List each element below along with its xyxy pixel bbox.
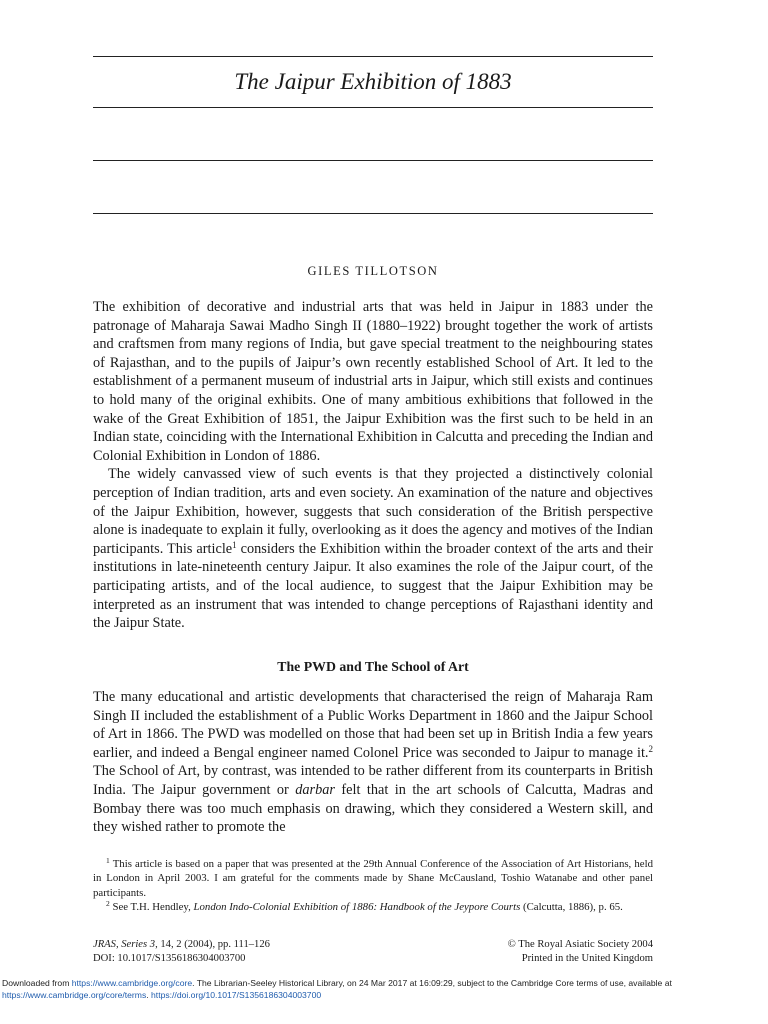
doi-link[interactable]: https://doi.org/10.1017/S1356186304003700 (151, 990, 322, 1000)
header-rule-top (93, 56, 653, 57)
paragraph-3-text-c: felt that in the art schools of Calcutta, Madras and Bombay there was too much emphasis on drawing, which they considered a Western skill, and they wished rather to promote the (93, 781, 653, 836)
doi-line: DOI: 10.1017/S1356186304003700 (93, 952, 246, 964)
paragraph-3 (93, 688, 653, 837)
download-sep: . (146, 990, 152, 1000)
journal-volume: , 14, 2 (2004), pp. 111–126 (155, 939, 270, 950)
section-heading: The PWD and The School of Art (277, 659, 469, 674)
paragraph-3-text-a: The many educational and artistic developments that characterised the reign of Maharaja Ram Singh II included the establishment of a Public Works Department in 1860 and the Jaipur School of Art in 1866. The PWD was modelled on those that had been set up in British India a few years earlier, and indeed a Bengal engineer named Colonel Price was seconded to Jaipur to manage it. (93, 689, 653, 761)
cambridge-core-link[interactable]: https://www.cambridge.org/core (71, 978, 193, 988)
author-name: GILES TILLOTSON (307, 264, 439, 278)
footnote-2-text-a: See T.H. Hendley, (109, 901, 194, 914)
paragraph-2-text-b: considers the Exhibition within the broader context of the arts and their institutions in late-nineteenth century Jaipur. It also examines the role of the Jaipur court, of the participating artists, and of the local audience, to suggest that the Jaipur Exhibition may be interpreted as an instrument that was intended to change perceptions of Rajasthani identity and the Jaipur State. (93, 540, 653, 632)
journal-name: JRAS, Series 3 (93, 939, 156, 950)
footnote-2-italic: London Indo-Colonial Exhibition of 1886: Handbook of the Jeypore Courts (193, 901, 521, 914)
footnote-2-text-b: (Calcutta, 1886), p. 65. (520, 901, 623, 914)
header-rule-2 (93, 107, 653, 108)
header-rule-4 (93, 213, 653, 214)
download-notice (0, 977, 742, 1001)
footnote-2 (93, 900, 653, 914)
footnote-ref-1[interactable]: 1 (232, 539, 237, 550)
paragraph-1: The exhibition of decorative and industrial arts that was held in Jaipur in 1883 under the patronage of Maharaja Sawai Madho Singh II (1880–1922) brought together the work of artists and craftsmen from many regions of India, but gave special treatment to the neighbouring states of Rajasthan, and to the pupils of Jaipur’s own recently established School of Art. It led to the establishment of a permanent museum of industrial arts in Jaipur, which still exists and continues to hold many of the original exhibits. One of many ambitious exhibitions that followed in the wake of the Great Exhibition of 1851, the Jaipur Exhibition was the first such to be held in an Indian state, coinciding with the International Exhibition in Calcutta and preceding the Indian and Colonial Exhibition in London of 1886. (93, 299, 653, 464)
section-text (93, 688, 653, 837)
copyright-meta (508, 938, 653, 965)
journal-citation (93, 938, 270, 952)
footnotes (93, 857, 653, 915)
footnote-1 (93, 857, 653, 900)
paragraph-2-text-a: The widely canvassed view of such events is that they projected a distinctively colonial perception of Indian tradition, arts and even society. An examination of the nature and objectives of the Jaipur Exhibition, however, suggests that such consideration of the British perspective alone is inadequate to explain it fully, overlooking as it does the agency and motives of the Indian participants. This article (93, 466, 653, 557)
download-middle: . The Librarian-Seeley Historical Library, on 24 Mar 2017 at 16:09:29, subject to the Cambridge Core terms of use, available at (192, 978, 672, 988)
footnote-2-mark: 2 (106, 899, 110, 909)
paragraph-2 (93, 465, 653, 632)
copyright-line: © The Royal Asiatic Society 2004 (507, 939, 653, 950)
article-title: The Jaipur Exhibition of 1883 (234, 69, 512, 94)
paragraph-3-text-b: The School of Art, by contrast, was intended to be rather different from its counterparts in British India. The Jaipur government or (93, 763, 653, 798)
download-prefix: Downloaded from (2, 978, 72, 988)
intro-text (93, 298, 653, 633)
footnote-ref-2[interactable]: 2 (648, 743, 653, 754)
printed-line: Printed in the United Kingdom (521, 952, 653, 964)
terms-link[interactable]: https://www.cambridge.org/core/terms (2, 990, 147, 1000)
footnote-1-mark: 1 (106, 856, 110, 865)
journal-meta (93, 938, 270, 965)
paragraph-3-italic: darbar (295, 781, 335, 798)
footnote-1-text: This article is based on a paper that was presented at the 29th Annual Conference of the Association of Art Historians, held in London in April 2003. I am grateful for the comments made by Shane McCausland, Toshio Watanabe and other panel participants. (93, 858, 653, 899)
header-rule-3 (93, 160, 653, 161)
